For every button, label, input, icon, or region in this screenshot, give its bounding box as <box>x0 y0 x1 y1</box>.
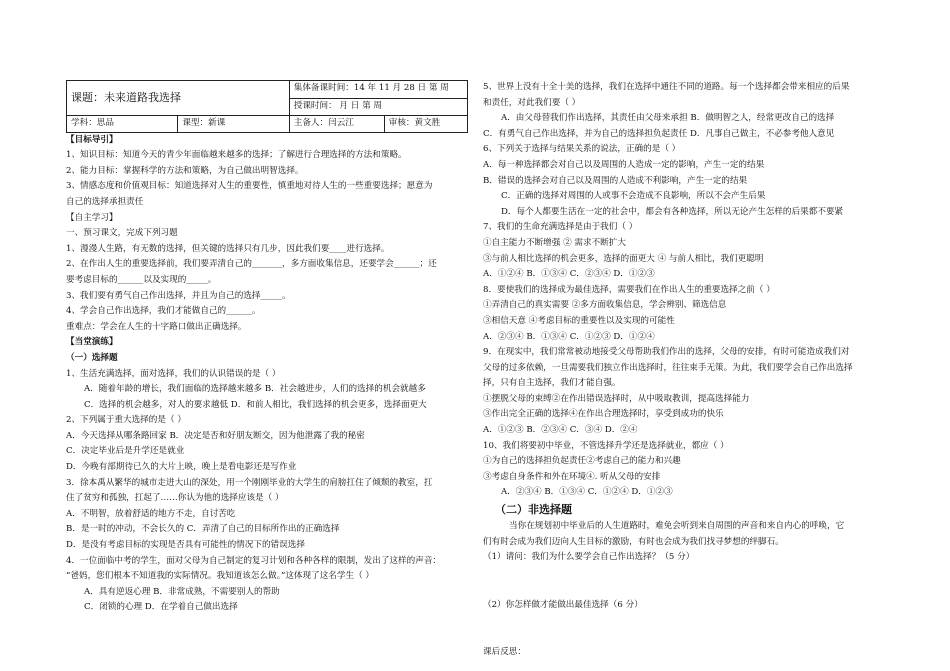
right-line: ①弄清自己的真实需要 ②多方面收集信息，学会辨别、筛选信息 <box>483 300 727 311</box>
section-non-choice-para1: 当你在规划初中毕业后的人生道路时，难免会听到来自周围的声音和来自内心的呼唤，它 <box>509 521 845 532</box>
reviewer-cell: 审核：黄文胜 <box>384 116 467 133</box>
left-line: 2、下列属于重大选择的是（ ） <box>66 415 186 426</box>
after-class-reflection: 课后反思： <box>483 647 526 658</box>
preparer-cell: 主备人：闫云江 <box>289 116 384 133</box>
left-line: 4、学会自己作出选择，我们才能做自己的______。 <box>66 306 261 317</box>
right-line: A．②③④ B．①③④ C．①②④ D．①②③ <box>501 487 673 498</box>
right-line: 8．要使我们的选择成为最佳选择，需要我们在作出人生的重要选择之前（ ） <box>483 284 775 295</box>
right-line: B．错误的选择会对自己以及周围的人造成不利影响，产生一定的结果 <box>483 175 748 186</box>
left-line: C．选择的机会越多，对人的要求越低 D．和前人相比，我们选择的机会更多，选择面更大 <box>84 399 427 410</box>
left-line: B．是一时的冲动，不会长久的 C．弄清了自己的目标所作出的正确选择 <box>66 524 340 535</box>
left-line: 2、在作出人生的重要选择前，我们要弄清自己的_______，多方面收集信息，还要学会______；还 <box>66 259 437 270</box>
right-line: A．②③④ B．①③④ C．①②③ D．①②④ <box>483 331 655 342</box>
right-line: ③作出完全正确的选择④在作出合理选择时，享受到成功的快乐 <box>483 409 724 420</box>
left-line: C．闭锁的心理 D．在学着自己做出选择 <box>84 602 238 613</box>
left-line: 2、能力目标：掌握科学的方法和策略，为自己做出明智选择。 <box>66 165 304 176</box>
left-line: A．具有逆返心理 B．非常成熟，不需要别人的帮助 <box>84 586 280 597</box>
section-non-choice-title: （二）非选择题 <box>495 503 572 517</box>
left-line: 【当堂演练】 <box>66 337 118 348</box>
right-line: C．有勇气自己作出选择，并为自己的选择担负起责任 D．凡事自己做主，不必参考他人意见 <box>483 128 835 139</box>
lesson-type-cell: 课型：新课 <box>178 116 289 133</box>
right-column <box>483 80 903 661</box>
right-line: ①自主能力不断增强 ② 需求不断扩大 <box>483 237 626 248</box>
right-line: 6、下列关于选择与结果关系的说法，正确的是（ ） <box>483 144 681 155</box>
answer-space-1[interactable] <box>483 566 903 598</box>
left-line: 1、生活充满选择，面对选择，我们的认识错误的是（ ） <box>66 368 281 379</box>
left-line: 3．徐本禹从繁华的城市走进大山的深处，用一个刚刚毕业的大学生的肩膀扛住了倾颓的教室，扛 <box>66 477 433 488</box>
left-line: 3、情感态度和价值观目标：知道选择对人生的重要性，慎重地对待人生的一些重要选择；愿意为 <box>66 181 433 192</box>
right-line: A．①②④ B．①③④ C．②③④ D．①②③ <box>483 269 655 280</box>
subject-cell: 学科：思品 <box>67 116 178 133</box>
left-line: 【自主学习】 <box>66 212 118 223</box>
left-line: D．今晚有部期待已久的大片上映，晚上是看电影还是写作业 <box>66 462 297 473</box>
left-line: 4．一位面临中考的学生，面对父母为自己制定的复习计划和各种各样的限制，发出了这样的声音： <box>66 555 442 566</box>
question-2: （2）你怎样做才能做出最佳选择（6 分） <box>483 599 643 610</box>
left-line: 1、漫漫人生路，有无数的选择，但关键的选择只有几步，因此我们要____进行选择。 <box>66 243 390 254</box>
left-line: 3、我们要有勇气自己作出选择，并且为自己的选择_____。 <box>66 290 291 301</box>
left-line: 一、预习课文，完成下列习题 <box>66 228 178 239</box>
right-content <box>483 80 903 501</box>
left-line: A．今天选择从哪条路回家 B．决定是否和好朋友断交，因为他泄露了我的秘密 <box>66 430 365 441</box>
question-1: （1）请问：我们为什么要学会自己作出选择？（5 分） <box>483 552 695 563</box>
left-line: 重难点：学会在人生的十字路口做出正确选择。 <box>66 321 247 332</box>
lesson-header-table <box>66 80 468 133</box>
left-line: （一）选择题 <box>66 352 118 363</box>
lesson-title: 课题：未来道路我选择 <box>67 81 290 116</box>
right-line: 择，只有自主选择，我们才能自强。 <box>483 378 621 389</box>
left-line: 【目标导引】 <box>66 134 118 145</box>
left-line: 要考虑目标的______以及实现的_____。 <box>66 274 217 285</box>
right-line: A．每一种选择都会对自己以及周围的人造成一定的影响，产生一定的结果 <box>483 159 765 170</box>
left-column <box>66 80 466 616</box>
lecture-time: 授课时间： 月 日 第 周 <box>289 98 467 116</box>
left-line: D．是没有考虑目标的实现是否具有可能性的情况下的错误选择 <box>66 540 305 551</box>
right-line: 父母的过多依赖，一旦需要我们独立作出选择时，往往束手无策。为此，我们要学会自己作出选择 <box>483 362 853 373</box>
section-non-choice-para2: 们有时会成为我们迈向人生目标的激励，有时也会成为我们找寻梦想的绊脚石。 <box>483 536 784 547</box>
left-line: 1、知识目标：知道今天的青少年面临越来越多的选择；了解进行合理选择的方法和策略。 <box>66 150 407 161</box>
right-line: 10、我们将要初中毕业，不管选择升学还是选择就业，都应（ ） <box>483 440 729 451</box>
right-line: 7、我们的生命充满选择是由于我们（ ） <box>483 222 638 233</box>
answer-space-2[interactable] <box>483 613 903 645</box>
left-line: A．不明智，放着舒适的地方不走，自讨苦吃 <box>66 508 236 519</box>
left-line: C．决定毕业后是升学还是就业 <box>66 446 185 457</box>
left-line: 自己的选择承担责任 <box>66 196 144 207</box>
right-line: ③与前人相比选择的机会更多，选择的面更大 ④ 与前人相比，我们更聪明 <box>483 253 764 264</box>
left-line: 住了贫穷和孤独，扛起了……你认为他的选择应该是（ ） <box>66 493 284 504</box>
right-line: 和责任，对此我们要（ ） <box>483 97 581 108</box>
right-line: ①摆脱父母的束缚②在作出错误选择时，从中吸取教训，提高选择能力 <box>483 393 750 404</box>
right-line: ①为自己的选择担负起责任②考虑自己的能力和兴趣 <box>483 456 681 467</box>
right-line: ③相信天意 ④考虑目标的重要性以及实现的可能性 <box>483 315 675 326</box>
right-line: 5、世界上没有十全十美的选择，我们在选择中通往不同的道路。每一个选择都会带来相应的后果 <box>483 82 850 92</box>
right-line: A．①②③ B．②③④ C．③④ D．②④ <box>483 425 638 436</box>
right-line: A．由父母替我们作出选择，其责任由父母来承担 B．做明智之人，经常更改自己的选择 <box>501 113 835 124</box>
left-line: A．随着年龄的增长，我们面临的选择越来越多 B．社会越进步，人们的选择的机会就越多 <box>84 384 426 395</box>
left-line: “爸妈，您们根本不知道我的实际情况。我知道该怎么做。”这体现了这名学生（ ） <box>66 571 375 582</box>
right-line: ③考虑自身条件和外在环境④. 听从父母的安排 <box>483 471 661 482</box>
right-line: 9．在现实中，我们常常被动地接受父母帮助我们作出的选择，父母的安排，有时可能造成我们对 <box>483 347 850 358</box>
left-content <box>66 133 466 616</box>
collective-prep-time: 集体备课时间：14 年 11 月 28 日 第 周 <box>289 81 467 99</box>
right-line: C．正确的选择对周围的人或事不会造成不良影响，所以不会产生后果 <box>501 191 766 202</box>
right-line: D．每个人都要生活在一定的社会中，都会有各种选择，所以无论产生怎样的后果都不要紧 <box>501 206 844 217</box>
